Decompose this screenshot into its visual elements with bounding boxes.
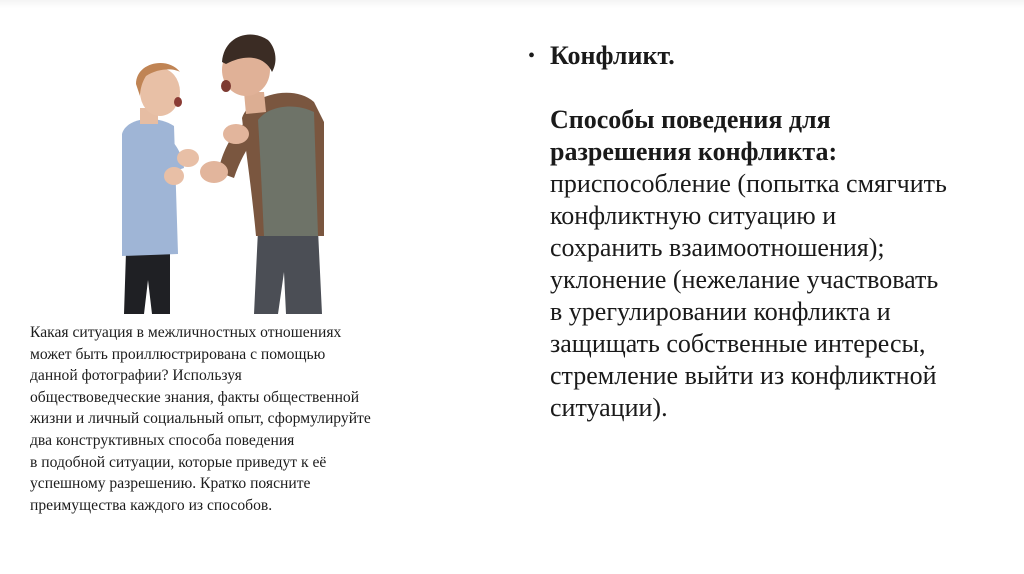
photo-illustration: [118, 22, 324, 314]
bullet-item: [528, 40, 948, 72]
bullet-dot-icon: •: [528, 45, 536, 67]
behavior-subheading: Способы поведения для разрешения конфликта:: [550, 105, 838, 166]
conflict-heading: Конфликт.: [550, 41, 675, 70]
photo-boy-and-man-arguing: [118, 22, 324, 314]
top-divider: [0, 0, 1024, 8]
main-content: [528, 40, 948, 424]
conflict-behavior-paragraph: [550, 104, 948, 424]
task-question-text: Какая ситуация в межличностных отношениях может быть проиллюстрирована с помощью данной фотографии? Используя обществоведческие знания, факты общественной жизни и личный социальный опыт, сформулируйте два конструктивных способа поведения в подобной ситуации, которые приведут к её успешному разрешению. Кратко поясните преимущества каждого из способов.: [30, 324, 371, 514]
behavior-description: приспособление (попытка смягчить конфликтную ситуацию и сохранить взаимоотношения); уклонение (нежелание участвовать в урегулировании конфликта и защищать собственные интересы, стремление выйти из конфликтной ситуации).: [550, 169, 947, 422]
